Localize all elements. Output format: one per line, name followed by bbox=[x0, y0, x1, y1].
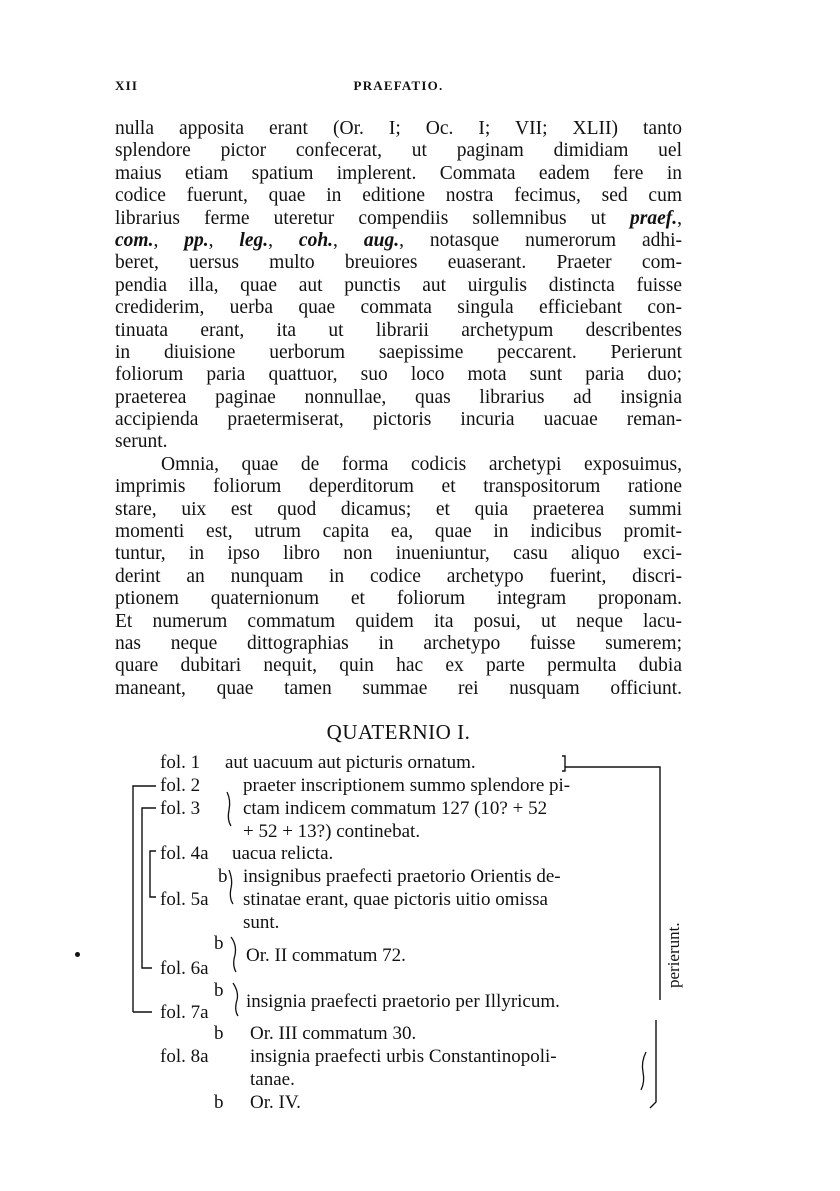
brace-fol5b-6a bbox=[231, 937, 236, 972]
fol-label: fol. 4a bbox=[160, 843, 209, 864]
perierunt-label: perierunt. bbox=[664, 922, 683, 988]
text-line-abbrev-intro: librarius ferme uteretur compendiis sollemnibus ut praef., bbox=[115, 207, 682, 229]
text-line: ptionem quaternionum et foliorum integram proponam. bbox=[115, 588, 682, 610]
margin-dot bbox=[75, 952, 80, 957]
abbrev: aug. bbox=[363, 229, 400, 251]
right-bracket-fol8 bbox=[650, 1020, 656, 1108]
text-line: foliorum paria quattuor, suo loco mota sunt paria duo; bbox=[115, 364, 682, 386]
text-line: beret, uersus multo breuiores euaserant. Praeter com- bbox=[115, 252, 682, 274]
abbrev: pp. bbox=[184, 229, 209, 251]
left-bracket-fol4a-fol5a bbox=[150, 851, 156, 897]
fol-label: b bbox=[214, 933, 224, 954]
fol-label: fol. 7a bbox=[160, 1002, 209, 1023]
text-line: Et numerum commatum quidem ita posui, ut neque lacu- bbox=[115, 610, 682, 632]
fol-text: uacua relicta. bbox=[232, 843, 334, 864]
fol-text: + 52 + 13?) continebat. bbox=[243, 821, 421, 842]
text-line-abbrevs: com., pp., leg., coh., aug., notasque numerorum adhi- bbox=[115, 229, 682, 251]
text-line: derint an nunquam in codice archetypo fuerint, discri- bbox=[115, 565, 682, 587]
fol-label: b bbox=[214, 1092, 224, 1113]
text-line: pendia illa, quae aut punctis aut uirgulis distincta fuisse bbox=[115, 274, 682, 296]
fol-text: insignia praefecti urbis Constantinopoli- bbox=[250, 1046, 557, 1067]
text-line: crediderim, uerba quae commata singula efficiebant con- bbox=[115, 297, 682, 319]
fol-text: insignibus praefecti praetorio Orientis de- bbox=[243, 866, 561, 887]
fol-label: b bbox=[214, 980, 224, 1001]
text-line: tinuata erant, ita ut librarii archetypum describentes bbox=[115, 319, 682, 341]
text-line: nas neque dittographias in archetypo fuisse sumerem; bbox=[115, 632, 682, 654]
fol-text: Or. III commatum 30. bbox=[250, 1023, 417, 1044]
page-number: XII bbox=[115, 78, 139, 93]
brace-fol8a bbox=[641, 1052, 646, 1090]
fol-text: aut uacuum aut picturis ornatum. bbox=[225, 752, 476, 773]
section-heading: QUATERNIO I. bbox=[326, 720, 471, 744]
text-line: nulla apposita erant (Or. I; Oc. I; VII; XLII) tanto bbox=[115, 118, 682, 139]
text-line: serunt. bbox=[115, 431, 168, 453]
brace-fol4b-5a bbox=[229, 870, 233, 904]
text-fragment: notasque numerorum adhi- bbox=[429, 229, 682, 251]
fol-label: b bbox=[214, 1023, 224, 1044]
text-line: maius etiam spatium implerent. Commata eadem fere in bbox=[115, 162, 682, 184]
fol1-close-bracket bbox=[562, 756, 565, 771]
text-line: maneant, quae tamen summae rei nusquam officiunt. bbox=[115, 677, 682, 699]
text-line: Omnia, quae de forma codicis archetypi exposuimus, bbox=[161, 453, 682, 475]
fol-text: stinatae erant, quae pictoris uitio omissa bbox=[243, 889, 548, 910]
fol-text: insignia praefecti praetorio per Illyricum. bbox=[246, 991, 560, 1012]
fol-label: fol. 1 bbox=[160, 752, 201, 773]
text-line: quare dubitari nequit, quin hac ex parte permulta dubia bbox=[115, 655, 682, 677]
text-line: in diuisione uerborum saepissime peccarent. Perierunt bbox=[115, 341, 682, 363]
fol-label: fol. 3 bbox=[160, 798, 201, 819]
fol-text: Or. II commatum 72. bbox=[246, 945, 406, 966]
fol-label: fol. 6a bbox=[160, 958, 209, 979]
text-line: praeterea paginae nonnullae, quas librarius ad insignia bbox=[115, 386, 682, 408]
text-line: tuntur, in ipso libro non inueniuntur, casu aliquo exci- bbox=[115, 543, 682, 565]
text-line: splendore pictor confecerat, ut paginam dimidiam uel bbox=[115, 140, 682, 162]
brace-fol6b-7a bbox=[233, 983, 238, 1016]
fol-label: fol. 2 bbox=[160, 775, 201, 796]
text-fragment: librarius ferme uteretur compendiis sollemnibus ut bbox=[115, 207, 606, 229]
fol-text: sunt. bbox=[243, 912, 280, 933]
fol-text: praeter inscriptionem summo splendore pi- bbox=[243, 775, 571, 796]
fol-label: b bbox=[218, 866, 228, 887]
running-title: PRAEFATIO. bbox=[353, 78, 444, 93]
abbrev: leg. bbox=[239, 229, 269, 251]
left-bracket-fol3-fol6a bbox=[142, 808, 156, 968]
text-line: imprimis foliorum deperditorum et transpositorum ratione bbox=[115, 476, 682, 498]
fol-text: tanae. bbox=[250, 1069, 295, 1090]
text-line: momenti est, utrum capita ea, quae in indicibus promit- bbox=[115, 521, 682, 543]
side-label bbox=[662, 880, 686, 990]
text-line: stare, uix est quod dicamus; et quia praeterea summi bbox=[115, 498, 682, 520]
fol-text: ctam indicem commatum 127 (10? + 52 bbox=[243, 798, 548, 819]
brace-fol2-3 bbox=[227, 792, 231, 826]
abbrev: praef. bbox=[630, 207, 678, 229]
right-bracket-perierunt bbox=[565, 767, 660, 1000]
left-bracket-outer bbox=[133, 786, 156, 1012]
text-line: accipienda praetermiserat, pictoris incuria uacuae reman- bbox=[115, 409, 682, 431]
abbrev: com. bbox=[115, 229, 154, 251]
fol-text: Or. IV. bbox=[250, 1092, 301, 1113]
fol-label: fol. 8a bbox=[160, 1046, 209, 1067]
abbrev: coh. bbox=[298, 229, 334, 251]
fol-label: fol. 5a bbox=[160, 889, 209, 910]
text-line: codice fuerunt, quae in editione nostra fecimus, sed cum bbox=[115, 185, 682, 207]
